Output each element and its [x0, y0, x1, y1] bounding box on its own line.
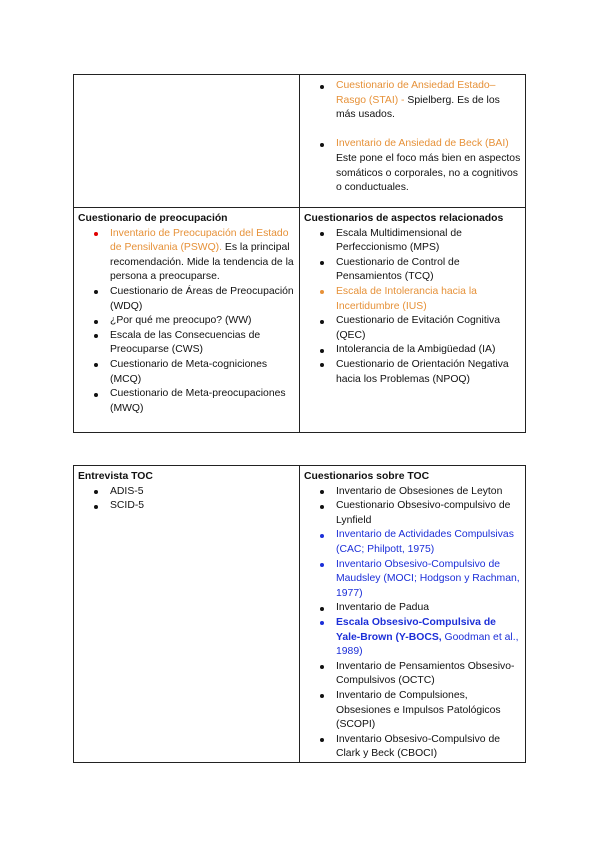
- ocd-questionnaires-header: Cuestionarios sobre TOC: [304, 471, 430, 482]
- list-item: Inventario de Compulsiones, Obsesiones e Impulsos Patológicos (SCOPI): [336, 689, 521, 733]
- table-row: [74, 208, 526, 433]
- pswq-name: Inventario de Preocupación del Estado de Pensilvania (PSWQ).: [110, 227, 289, 254]
- anxiety-scales-cell: [300, 75, 526, 208]
- related-list: [304, 227, 521, 388]
- ybocs-name: Escala Obsesivo-Compulsiva de Yale-Brown (Y-BOCS,: [336, 616, 496, 643]
- stai-name: Cuestionario de Ansiedad Estado–Rasgo (STAI) -: [336, 80, 496, 106]
- list-item: Inventario de Actividades Compulsivas (CAC; Philpott, 1975): [336, 528, 521, 557]
- list-item: Cuestionario de Meta-preocupaciones (MWQ): [110, 387, 295, 416]
- list-item: Cuestionario de Áreas de Preocupación (WDQ): [110, 285, 295, 314]
- list-item: ¿Por qué me preocupo? (WW): [110, 314, 295, 329]
- list-item: Cuestionario de Orientación Negativa hacia los Problemas (NPOQ): [336, 358, 521, 387]
- ocd-interview-list: [78, 485, 295, 514]
- anxiety-questionnaires-table: [73, 74, 526, 433]
- list-item: Cuestionario de Evitación Cognitiva (QEC): [336, 314, 521, 343]
- list-item: Inventario Obsesivo-Compulsivo de Clark y Beck (CBOCI): [336, 733, 521, 762]
- list-item: Intolerancia de la Ambigüedad (IA): [336, 343, 521, 358]
- worry-header: Cuestionario de preocupación: [78, 213, 228, 224]
- list-item: Escala de las Consecuencias de Preocuparse (CWS): [110, 329, 295, 358]
- list-item: Cuestionario de Meta-cogniciones (MCQ): [110, 358, 295, 387]
- list-item: [336, 137, 521, 195]
- bai-desc: Este pone el foco más bien en aspectos somáticos o corporales, no a cognitivos o conductuales.: [336, 152, 521, 194]
- list-item: SCID-5: [110, 499, 295, 514]
- related-header: Cuestionarios de aspectos relacionados: [304, 213, 504, 224]
- worry-questionnaires-cell: [74, 208, 300, 433]
- list-item: Cuestionario Obsesivo-compulsivo de Lynfield: [336, 499, 521, 528]
- list-item: Inventario de Pensamientos Obsesivo-Compulsivos (OCTC): [336, 660, 521, 689]
- bai-name: Inventario de Ansiedad de Beck (BAI): [336, 138, 509, 150]
- ocd-questionnaires-cell: [300, 466, 526, 763]
- ocd-interview-header: Entrevista TOC: [78, 471, 153, 482]
- list-item: Escala Multidimensional de Perfeccionismo (MPS): [336, 227, 521, 256]
- empty-cell: [74, 75, 300, 208]
- ocd-questionnaires-list: [304, 485, 521, 762]
- pswq-desc: Es la principal recomendación. Mide la tendencia de la persona a preocuparse.: [110, 242, 294, 283]
- list-item: Inventario Obsesivo-Compulsivo de Maudsley (MOCI; Hodgson y Rachman, 1977): [336, 558, 521, 602]
- list-item: ADIS-5: [110, 485, 295, 500]
- list-item: [336, 616, 521, 660]
- anxiety-scales-list: [304, 79, 521, 196]
- ocd-interview-cell: [74, 466, 300, 763]
- list-item: [336, 79, 521, 123]
- worry-list: [78, 227, 295, 417]
- list-item: Cuestionario de Control de Pensamientos (TCQ): [336, 256, 521, 285]
- ybocs-ref: Goodman et al., 1989): [336, 631, 519, 658]
- stai-desc: Spielberg. Es de los más usados.: [336, 94, 500, 121]
- list-item: Escala de Intolerancia hacia la Incertidumbre (IUS): [336, 285, 521, 314]
- list-item: [110, 227, 295, 285]
- ocd-table: [73, 465, 526, 763]
- list-item: Inventario de Obsesiones de Leyton: [336, 485, 521, 500]
- related-aspects-cell: [300, 208, 526, 433]
- table-row: [74, 75, 526, 208]
- table-row: [74, 466, 526, 763]
- list-item: Inventario de Padua: [336, 601, 521, 616]
